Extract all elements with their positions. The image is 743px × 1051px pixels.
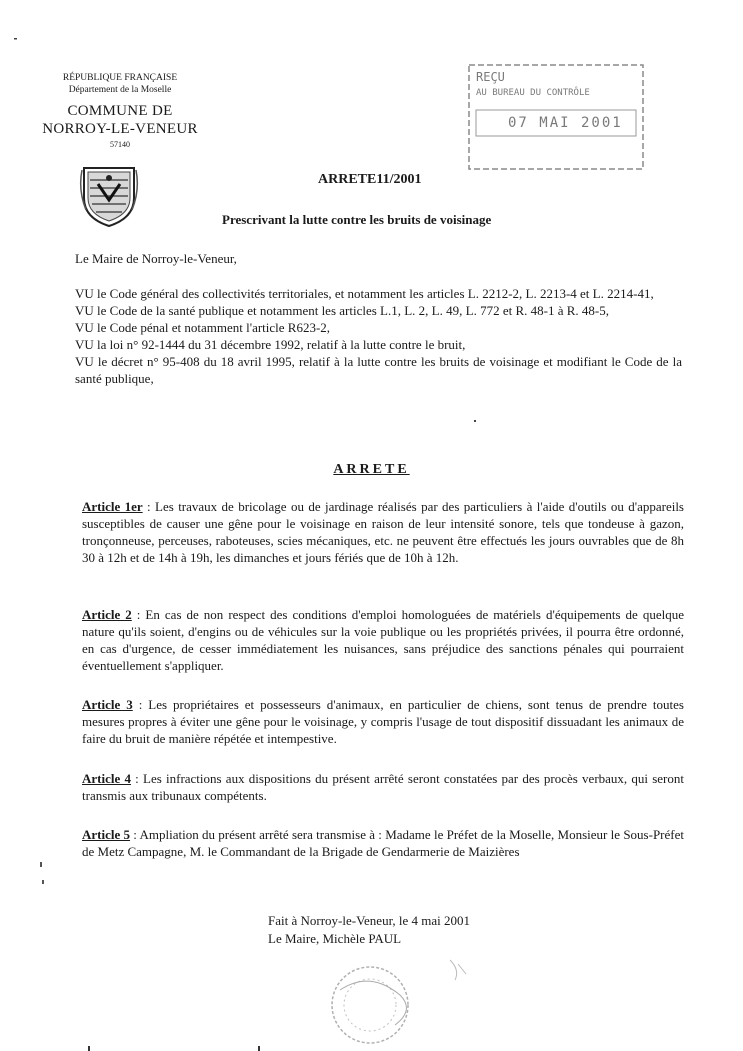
decree-subtitle: Prescrivant la lutte contre les bruits de voisinage <box>222 212 492 227</box>
article-label: Article 5 <box>82 827 131 842</box>
article-label: Article 3 <box>82 697 133 712</box>
decree-number: ARRETE11/2001 <box>318 172 422 187</box>
republic-label: RÉPUBLIQUE FRANÇAISE <box>62 73 178 83</box>
article-paragraph <box>82 770 684 804</box>
section-title: ARRETE <box>333 462 410 477</box>
article-paragraph <box>82 606 684 674</box>
article-text: : Les infractions aux dispositions du présent arrêté seront constatées par des procès verbaux, qui seront transmis aux tribunaux compétents. <box>82 771 684 803</box>
article-text: : Les propriétaires et possesseurs d'animaux, en particulier de chiens, sont tenus de prendre toutes mesures propres à éviter une gêne pour le voisinage, y compris l'usage de tout dispositif dissuadant les animaux de faire du bruit de manière répétée et intempestive. <box>82 697 684 746</box>
consideration-item: VU le décret n° 95-408 du 18 avril 1995, relatif à la lutte contre les bruits de voisinage et modifiant le Code de la santé publique, <box>75 354 682 386</box>
postal-code: 57140 <box>110 140 130 149</box>
consideration-item: VU la loi n° 92-1444 du 31 décembre 1992, relatif à la lutte contre le bruit, <box>75 337 466 352</box>
closing-block <box>268 912 470 948</box>
article-paragraph <box>82 826 684 860</box>
consideration-item: VU le Code général des collectivités territoriales, et notamment les articles L. 2212-2, L. 2213-4 et L. 2214-41, <box>75 286 654 301</box>
official-seal-icon <box>300 950 480 1045</box>
consideration-item: VU le Code pénal et notamment l'article R623-2, <box>75 320 331 335</box>
stamp-date: 07 MAI 2001 <box>508 115 623 131</box>
article-paragraph <box>82 498 684 566</box>
article-text: : Ampliation du présent arrêté sera transmise à : Madame le Préfet de la Moselle, Monsieur le Sous-Préfet de Metz Campagne, M. le Commandant de la Brigade de Gendarmerie de Maizières <box>82 827 684 859</box>
stamp-line-2: AU BUREAU DU CONTRÔLE <box>476 88 590 98</box>
issuer-header <box>20 72 220 149</box>
coat-of-arms-icon <box>78 160 140 230</box>
stamp-line-1: REÇU <box>476 70 505 84</box>
commune-label: COMMUNE DE <box>67 103 173 119</box>
considerations-list <box>75 285 682 387</box>
article-text: : En cas de non respect des conditions d'emploi homologuées de matériels d'équipements de quelque nature qu'ils soient, d'engins ou de véhicules sur la voie publique ou les propriétés privées, il pourra être ordonné, en cas d'urgence, de cesser immédiatement les nuisances, sans préjudice des sanctions pénales qui pourraient éventuellement s'appliquer. <box>82 607 684 673</box>
article-text: : Les travaux de bricolage ou de jardinage réalisés par des particuliers à l'aide d'outils ou d'appareils susceptibles de causer une gêne pour le voisinage en raison de leur intensité sonore, tels que tondeuse à gazon, tronçonneuse, perceuses, raboteuses, scies mécaniques, etc. ne peuvent être effectués les jours ouvrables que de 8h 30 à 12h et de 14h à 19h, les dimanches et jours fériés que de 10h à 12h. <box>82 499 684 565</box>
signatory: Le Maire, Michèle PAUL <box>268 931 402 946</box>
department-label: Département de la Moselle <box>68 85 172 95</box>
reception-stamp <box>466 62 646 172</box>
commune-name: NORROY-LE-VENEUR <box>42 121 198 137</box>
consideration-item: VU le Code de la santé publique et notamment les articles L.1, L. 2, L. 49, L. 772 et R. 48-1 à R. 48-5, <box>75 303 609 318</box>
article-label: Article 2 <box>82 607 132 622</box>
article-paragraph <box>82 696 684 747</box>
article-label: Article 4 <box>82 771 131 786</box>
intro-line: Le Maire de Norroy-le-Veneur, <box>75 251 237 266</box>
article-label: Article 1er <box>82 499 143 514</box>
place-date: Fait à Norroy-le-Veneur, le 4 mai 2001 <box>268 913 471 928</box>
